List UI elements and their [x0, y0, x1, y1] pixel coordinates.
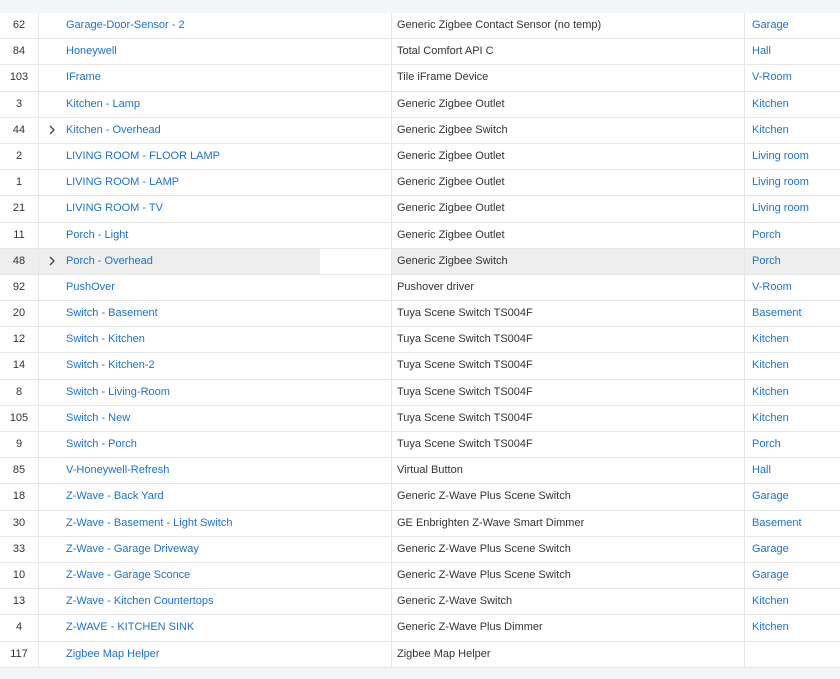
column-spacer: [320, 406, 392, 431]
device-type: Generic Z-Wave Plus Dimmer: [397, 621, 543, 634]
device-type: GE Enbrighten Z-Wave Smart Dimmer: [397, 516, 585, 529]
column-spacer: [320, 642, 392, 667]
column-spacer: [320, 223, 392, 248]
device-type: Pushover driver: [397, 280, 475, 293]
table-row[interactable]: [0, 13, 840, 39]
device-id: 62: [0, 13, 39, 38]
column-divider: [744, 458, 745, 483]
column-spacer: [320, 92, 392, 117]
device-id: 8: [0, 380, 39, 405]
column-spacer: [320, 144, 392, 169]
device-room-link[interactable]: Garage: [752, 490, 789, 503]
device-type: Generic Z-Wave Plus Scene Switch: [397, 542, 571, 555]
device-type: Tuya Scene Switch TS004F: [397, 359, 533, 372]
table-row[interactable]: [0, 118, 840, 144]
device-type: Total Comfort API C: [397, 45, 494, 58]
column-divider: [744, 170, 745, 195]
device-id: 103: [0, 65, 39, 90]
device-id: 10: [0, 563, 39, 588]
device-type: Generic Zigbee Outlet: [397, 228, 505, 241]
device-id: 21: [0, 196, 39, 221]
column-spacer: [320, 537, 392, 562]
device-table: [0, 13, 840, 668]
device-room-link[interactable]: Living room: [752, 149, 809, 162]
device-type: Tuya Scene Switch TS004F: [397, 307, 533, 320]
column-divider: [744, 353, 745, 378]
device-room-link[interactable]: Porch: [752, 438, 781, 450]
device-name-link[interactable]: Porch - Light: [66, 228, 129, 241]
device-type: Generic Z-Wave Plus Scene Switch: [397, 490, 571, 503]
device-type: Generic Z-Wave Switch: [397, 595, 513, 608]
device-id: 4: [0, 615, 39, 640]
table-row[interactable]: [0, 249, 840, 275]
device-room-link[interactable]: Hall: [752, 45, 771, 58]
device-type: Generic Zigbee Contact Sensor (no temp): [397, 19, 602, 31]
device-type: Generic Zigbee Outlet: [397, 176, 505, 189]
column-divider: [744, 65, 745, 90]
table-row[interactable]: [0, 65, 840, 91]
device-id: 44: [0, 118, 39, 143]
table-row[interactable]: [0, 92, 840, 118]
device-type: Tuya Scene Switch TS004F: [397, 333, 533, 346]
device-name-link[interactable]: Z-Wave - Garage Driveway: [66, 542, 199, 555]
device-room-link[interactable]: Kitchen: [752, 97, 789, 110]
table-row[interactable]: [0, 223, 840, 249]
column-spacer: [320, 484, 392, 509]
device-id: 3: [0, 92, 39, 117]
table-row[interactable]: [0, 144, 840, 170]
device-id: 85: [0, 458, 39, 483]
device-room-link[interactable]: Garage: [752, 19, 789, 31]
device-room-link[interactable]: V-Room: [752, 71, 792, 84]
device-name-link[interactable]: Kitchen - Overhead: [66, 123, 161, 136]
device-name-link[interactable]: Honeywell: [66, 45, 117, 58]
column-spacer: [320, 511, 392, 536]
column-divider: [744, 301, 745, 326]
column-spacer: [320, 615, 392, 640]
column-spacer: [320, 353, 392, 378]
table-row[interactable]: [0, 275, 840, 301]
device-room-link[interactable]: Kitchen: [752, 359, 789, 372]
column-divider: [744, 380, 745, 405]
device-name-link[interactable]: Z-Wave - Garage Sconce: [66, 568, 191, 581]
device-room-link[interactable]: Kitchen: [752, 621, 789, 634]
column-divider: [744, 327, 745, 352]
table-row[interactable]: [0, 458, 840, 484]
device-id: 18: [0, 484, 39, 509]
device-type: Tuya Scene Switch TS004F: [397, 411, 533, 424]
device-room-link[interactable]: Kitchen: [752, 385, 789, 398]
column-divider: [744, 196, 745, 221]
device-room-link[interactable]: V-Room: [752, 280, 792, 293]
device-name-link[interactable]: LIVING ROOM - LAMP: [66, 176, 180, 189]
device-id: 14: [0, 353, 39, 378]
device-name-link[interactable]: LIVING ROOM - FLOOR LAMP: [66, 149, 221, 162]
column-divider: [744, 118, 745, 143]
device-id: 1: [0, 170, 39, 195]
device-type: Generic Zigbee Outlet: [397, 202, 505, 215]
table-row[interactable]: [0, 642, 840, 668]
device-name-link[interactable]: Z-Wave - Kitchen Countertops: [66, 595, 214, 608]
device-type: Zigbee Map Helper: [397, 647, 491, 660]
device-type: Generic Zigbee Switch: [397, 254, 508, 267]
device-name-link[interactable]: Switch - Porch: [66, 438, 137, 450]
column-divider: [744, 406, 745, 431]
table-row[interactable]: [0, 327, 840, 353]
device-room-link[interactable]: [752, 642, 840, 667]
device-room-link[interactable]: Basement: [752, 516, 802, 529]
column-spacer: [320, 563, 392, 588]
device-name-link[interactable]: V-Honeywell-Refresh: [66, 464, 170, 477]
column-divider: [744, 432, 745, 457]
table-row[interactable]: [0, 380, 840, 406]
table-row[interactable]: [0, 301, 840, 327]
device-name-link[interactable]: Kitchen - Lamp: [66, 97, 140, 110]
column-divider: [744, 484, 745, 509]
device-room-link[interactable]: Porch: [752, 228, 781, 241]
column-divider: [744, 563, 745, 588]
column-spacer: [320, 380, 392, 405]
device-name-link[interactable]: PushOver: [66, 280, 115, 293]
device-type: Virtual Button: [397, 464, 463, 477]
column-spacer: [320, 39, 392, 64]
device-room-link[interactable]: Living room: [752, 202, 809, 215]
table-row[interactable]: [0, 615, 840, 641]
device-id: 105: [0, 406, 39, 431]
table-row[interactable]: [0, 353, 840, 379]
device-id: 13: [0, 589, 39, 614]
column-divider: [744, 275, 745, 300]
column-divider: [744, 642, 745, 667]
table-row[interactable]: [0, 196, 840, 222]
table-row[interactable]: [0, 537, 840, 563]
column-spacer: [320, 196, 392, 221]
device-name-link[interactable]: Porch - Overhead: [66, 254, 153, 267]
device-name-link[interactable]: Z-WAVE - KITCHEN SINK: [66, 621, 195, 634]
column-divider: [744, 589, 745, 614]
device-room-link[interactable]: Garage: [752, 542, 789, 555]
device-id: 2: [0, 144, 39, 169]
device-room-link[interactable]: Kitchen: [752, 595, 789, 608]
table-row[interactable]: [0, 563, 840, 589]
table-row[interactable]: [0, 39, 840, 65]
column-spacer: [320, 65, 392, 90]
device-id: 12: [0, 327, 39, 352]
device-name-link[interactable]: LIVING ROOM - TV: [66, 202, 163, 215]
device-room-link[interactable]: Kitchen: [752, 123, 789, 136]
device-name-link[interactable]: Z-Wave - Basement - Light Switch: [66, 516, 233, 529]
column-divider: [744, 92, 745, 117]
column-spacer: [320, 13, 392, 38]
device-room-link[interactable]: Garage: [752, 568, 789, 581]
column-divider: [744, 615, 745, 640]
column-spacer: [320, 458, 392, 483]
device-room-link[interactable]: Hall: [752, 464, 771, 477]
device-id: 11: [0, 223, 39, 248]
device-name-link[interactable]: Switch - Kitchen-2: [66, 359, 155, 372]
device-type: Generic Z-Wave Plus Scene Switch: [397, 568, 571, 581]
device-id: 48: [0, 249, 39, 274]
device-room-link[interactable]: Basement: [752, 307, 802, 320]
device-type: Generic Zigbee Outlet: [397, 149, 505, 162]
device-name-link[interactable]: Z-Wave - Back Yard: [66, 490, 164, 503]
device-id: 9: [0, 432, 39, 457]
device-name-link[interactable]: Switch - Basement: [66, 307, 158, 320]
column-divider: [744, 511, 745, 536]
table-row[interactable]: [0, 511, 840, 537]
table-row[interactable]: [0, 484, 840, 510]
column-divider: [744, 13, 745, 38]
column-divider: [744, 223, 745, 248]
column-spacer: [320, 249, 392, 274]
device-room-link[interactable]: Kitchen: [752, 333, 789, 346]
device-room-link[interactable]: Living room: [752, 176, 809, 189]
column-spacer: [320, 170, 392, 195]
device-name-link[interactable]: IFrame: [66, 71, 101, 84]
device-name-link[interactable]: Switch - Kitchen: [66, 333, 145, 346]
table-row[interactable]: [0, 170, 840, 196]
column-spacer: [320, 432, 392, 457]
chevron-right-icon[interactable]: [44, 118, 60, 143]
device-type: Tuya Scene Switch TS004F: [397, 385, 533, 398]
column-divider: [744, 249, 745, 274]
device-name-link[interactable]: Garage-Door-Sensor - 2: [66, 19, 185, 31]
column-spacer: [320, 301, 392, 326]
device-name-link[interactable]: Switch - Living-Room: [66, 385, 170, 398]
column-divider: [744, 537, 745, 562]
column-spacer: [320, 118, 392, 143]
device-room-link[interactable]: Kitchen: [752, 411, 789, 424]
device-type: Tuya Scene Switch TS004F: [397, 438, 533, 450]
device-name-link[interactable]: Zigbee Map Helper: [66, 647, 160, 660]
device-id: 33: [0, 537, 39, 562]
device-type: Tile iFrame Device: [397, 71, 489, 84]
table-row[interactable]: [0, 432, 840, 458]
table-row[interactable]: [0, 589, 840, 615]
column-divider: [744, 144, 745, 169]
column-divider: [744, 39, 745, 64]
column-spacer: [320, 275, 392, 300]
device-type: Generic Zigbee Switch: [397, 123, 508, 136]
device-id: 92: [0, 275, 39, 300]
device-id: 117: [0, 642, 39, 667]
device-id: 30: [0, 511, 39, 536]
device-room-link[interactable]: Porch: [752, 254, 781, 267]
device-name-link[interactable]: Switch - New: [66, 411, 131, 424]
table-row[interactable]: [0, 406, 840, 432]
chevron-right-icon[interactable]: [44, 249, 60, 274]
device-id: 20: [0, 301, 39, 326]
column-spacer: [320, 589, 392, 614]
column-spacer: [320, 327, 392, 352]
device-id: 84: [0, 39, 39, 64]
device-type: Generic Zigbee Outlet: [397, 97, 505, 110]
